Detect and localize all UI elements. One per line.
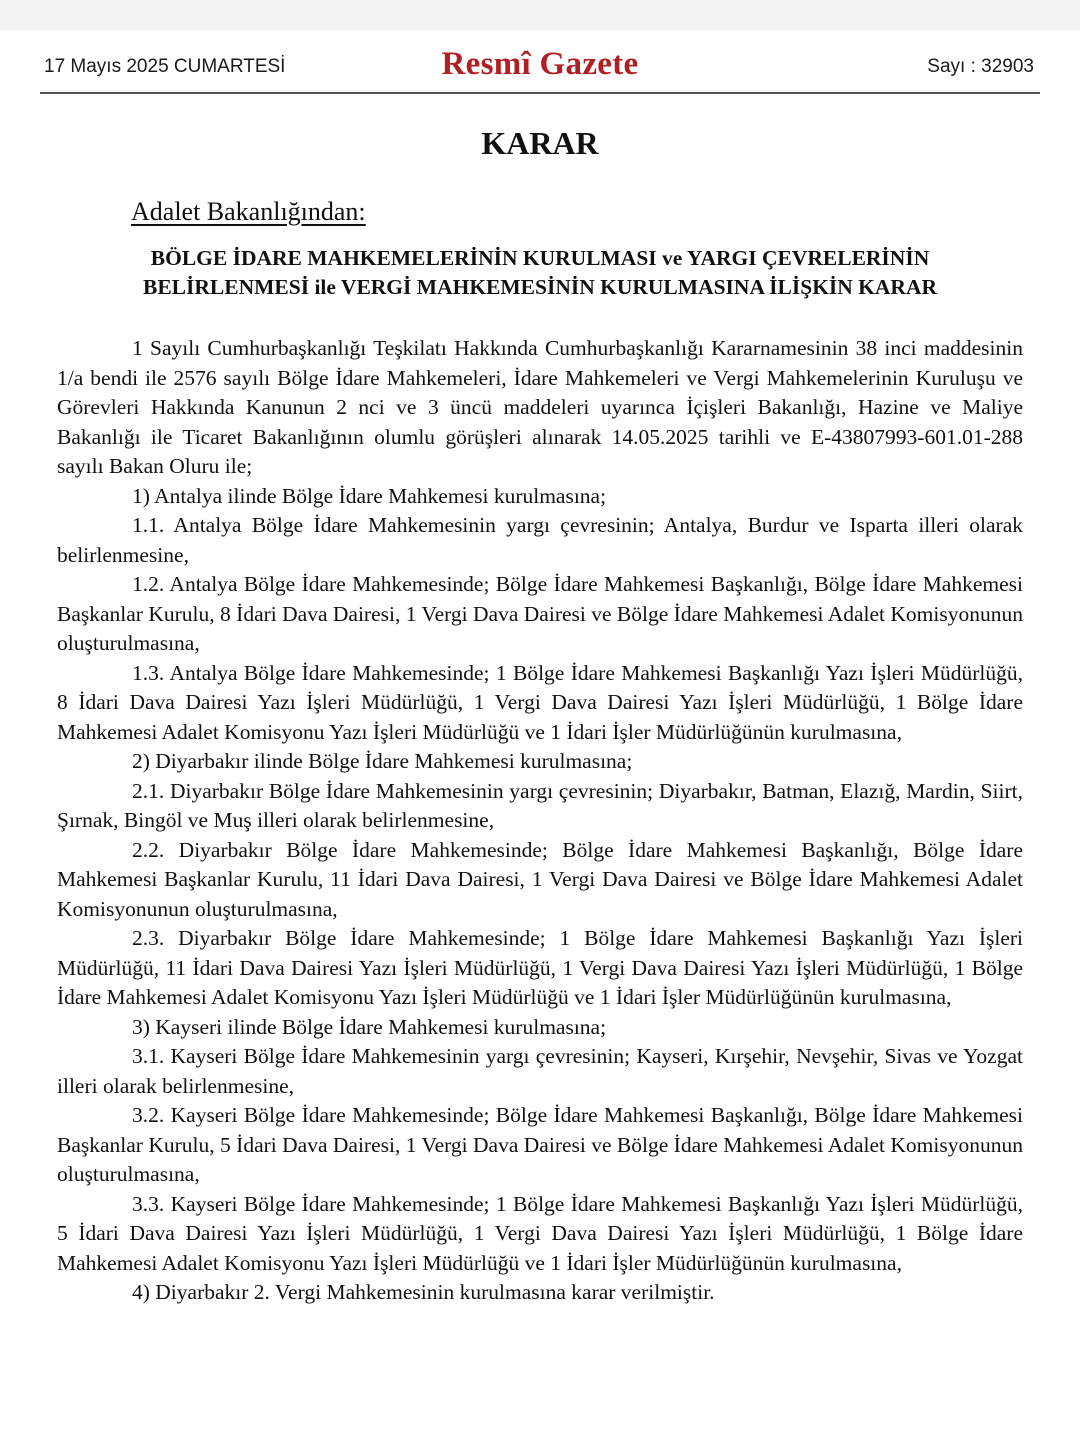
decision-heading [40,244,1040,302]
gazette-header [40,46,1040,94]
ministry-name: Adalet Bakanlığından: [131,197,366,226]
closing-paragraph: 4) Diyarbakır 2. Vergi Mahkemesinin kurulmasına karar verilmiştir. [132,1280,715,1304]
article-paragraph: 2.1. Diyarbakır Bölge İdare Mahkemesinin yargı çevresinin; Diyarbakır, Batman, Elazığ, Mardin, Siirt, Şırnak, Bingöl ve Muş illeri olarak belirlenmesine, [57,778,1023,832]
intro-paragraph: 1 Sayılı Cumhurbaşkanlığı Teşkilatı Hakkında Cumhurbaşkanlığı Kararnamesinin 38 inci maddesinin 1/a bendi ile 2576 sayılı Bölge İdare Mahkemeleri, İdare Mahkemeleri ve Vergi Mahkemelerinin Kuruluşu ve Görevleri Hakkında Kanunun 2 nci ve 3 üncü maddeleri uyarınca İçişleri Bakanlığı, Hazine ve Maliye Bakanlığı ile Ticaret Bakanlığının olumlu görüşleri alınarak 14.05.2025 tarihli ve E-43807993-601.01-288 sayılı Bakan Oluru ile; [57,336,1023,478]
publication-date: 17 Mayıs 2025 CUMARTESİ [44,56,286,77]
article-paragraph: 2.3. Diyarbakır Bölge İdare Mahkemesinde; 1 Bölge İdare Mahkemesi Başkanlığı Yazı İşleri Müdürlüğü, 11 İdari Dava Dairesi Yazı İşleri Müdürlüğü, 1 Vergi Dava Dairesi Yazı İşleri Müdürlüğü, 1 Bölge İdare Mahkemesi Adalet Komisyonu Yazı İşleri Müdürlüğü ve 1 İdari İşler Müdürlüğünün kurulmasına, [57,926,1023,1009]
article-paragraph: 1) Antalya ilinde Bölge İdare Mahkemesi kurulmasına; [132,483,607,508]
issue-number: Sayı : 32903 [927,56,1034,77]
gazette-page [0,30,1080,1456]
document-title: KARAR [481,125,599,161]
article-paragraph: 1.2. Antalya Bölge İdare Mahkemesinde; Bölge İdare Mahkemesi Başkanlığı, Bölge İdare Mahkemesi Başkanlar Kurulu, 8 İdari Dava Dairesi, 1 Vergi Dava Dairesi ve Bölge İdare Mahkemesi Adalet Komisyonunun oluşturulmasına, [57,572,1023,655]
article-paragraph: 3.2. Kayseri Bölge İdare Mahkemesinde; Bölge İdare Mahkemesi Başkanlığı, Bölge İdare Mahkemesi Başkanlar Kurulu, 5 İdari Dava Dairesi, 1 Vergi Dava Dairesi ve Bölge İdare Mahkemesi Adalet Komisyonunun oluşturulmasına, [57,1103,1023,1186]
gazette-title: Resmî Gazete [441,46,639,82]
decision-heading-line: BÖLGE İDARE MAHKEMELERİNİN KURULMASI ve YARGI ÇEVRELERİNİN [150,246,930,270]
article-paragraph: 3) Kayseri ilinde Bölge İdare Mahkemesi kurulmasına; [132,1014,607,1039]
article-paragraph: 2.2. Diyarbakır Bölge İdare Mahkemesinde; Bölge İdare Mahkemesi Başkanlığı, Bölge İdare Mahkemesi Başkanlar Kurulu, 11 İdari Dava Dairesi, 1 Vergi Dava Dairesi ve Bölge İdare Mahkemesi Adalet Komisyonunun oluşturulmasına, [57,837,1023,921]
decision-heading-line: BELİRLENMESİ ile VERGİ MAHKEMESİNİN KURULMASINA İLİŞKİN KARAR [142,275,938,299]
article-paragraph: 3.1. Kayseri Bölge İdare Mahkemesinin yargı çevresinin; Kayseri, Kırşehir, Nevşehir, Sivas ve Yozgat illeri olarak belirlenmesine, [57,1044,1023,1098]
article-paragraph: 2) Diyarbakır ilinde Bölge İdare Mahkemesi kurulmasına; [132,749,633,773]
decision-body [57,334,1023,1308]
article-paragraph: 3.3. Kayseri Bölge İdare Mahkemesinde; 1 Bölge İdare Mahkemesi Başkanlığı Yazı İşleri Müdürlüğü, 5 İdari Dava Dairesi Yazı İşleri Müdürlüğü, 1 Vergi Dava Dairesi Yazı İşleri Müdürlüğü, 1 Bölge İdare Mahkemesi Adalet Komisyonu Yazı İşleri Müdürlüğü ve 1 İdari İşler Müdürlüğünün kurulmasına, [57,1191,1023,1275]
article-paragraph: 1.1. Antalya Bölge İdare Mahkemesinin yargı çevresinin; Antalya, Burdur ve Isparta illeri olarak belirlenmesine, [57,513,1023,567]
article-paragraph: 1.3. Antalya Bölge İdare Mahkemesinde; 1 Bölge İdare Mahkemesi Başkanlığı Yazı İşleri Müdürlüğü, 8 İdari Dava Dairesi Yazı İşleri Müdürlüğü, 1 Vergi Dava Dairesi Yazı İşleri Müdürlüğü, 1 Bölge İdare Mahkemesi Adalet Komisyonu Yazı İşleri Müdürlüğü ve 1 İdari İşler Müdürlüğünün kurulmasına, [57,660,1023,744]
